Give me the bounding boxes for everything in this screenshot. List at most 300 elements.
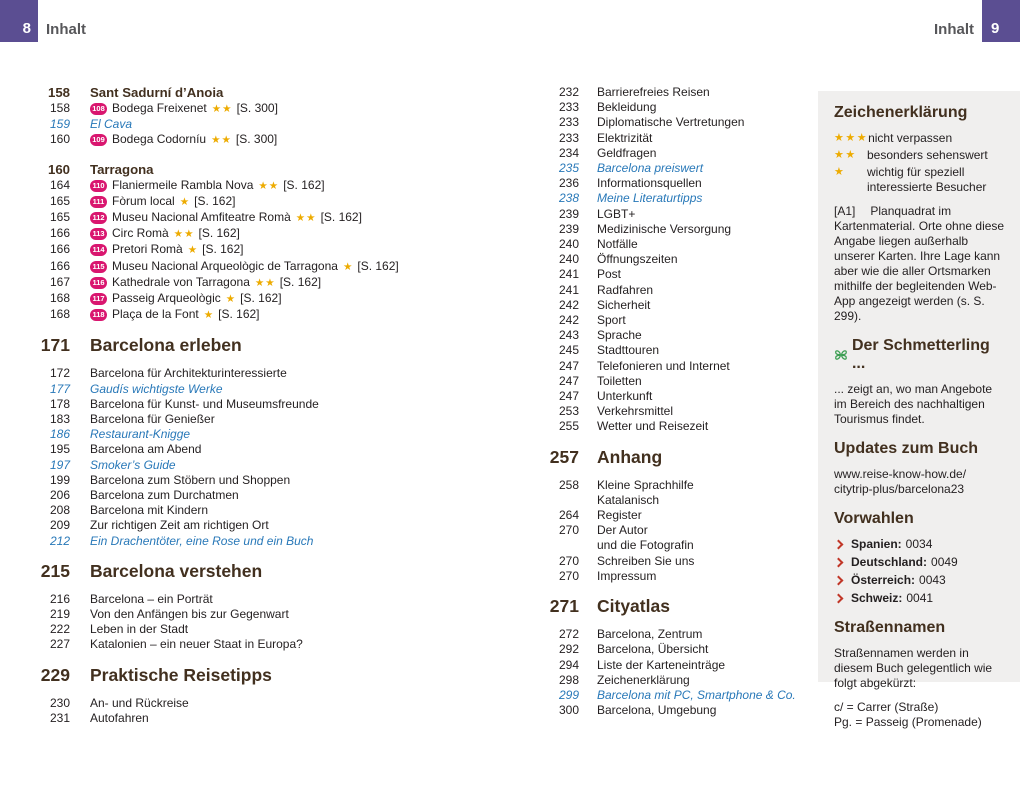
toc-entry-text: 109 Bodega Codorníu ★★ [S. 300] xyxy=(90,132,277,148)
toc-page-number: 233 xyxy=(558,100,579,115)
toc-entry xyxy=(545,131,825,146)
toc-poi-entry xyxy=(40,242,520,258)
toc-entry-text: Restaurant-Knigge xyxy=(90,427,191,442)
toc-page-number: 167 xyxy=(49,274,70,289)
updates-url xyxy=(834,467,1007,497)
toc-entry xyxy=(40,412,520,427)
dial-code-row xyxy=(834,537,1007,552)
toc-page-number: 178 xyxy=(49,396,70,411)
poi-number-badge: 117 xyxy=(90,293,107,305)
toc-page-number: 160 xyxy=(49,132,70,147)
poi-number-badge: 116 xyxy=(90,277,107,289)
toc-entry-text: 112 Museu Nacional Amfiteatre Romà ★★ [S. 162] xyxy=(90,210,362,226)
toc-page-number: 241 xyxy=(558,282,579,297)
toc-subheading xyxy=(40,162,520,178)
toc-entry-text: Sant Sadurní d’Anoia xyxy=(90,85,224,100)
toc-page-number: 208 xyxy=(49,503,70,518)
toc-entry-text: 114 Pretori Romà ★ [S. 162] xyxy=(90,242,243,258)
toc-entry xyxy=(545,267,825,282)
toc-entry xyxy=(545,389,825,404)
toc-entry-text: Ein Drachentöter, eine Rose und ein Buch xyxy=(90,533,314,548)
toc-page-number: 258 xyxy=(558,477,579,492)
page-tab-right xyxy=(982,0,1020,42)
header-title-left: Inhalt xyxy=(46,21,86,38)
toc-page-number: 160 xyxy=(47,161,70,177)
poi-number-badge: 115 xyxy=(90,261,107,273)
map-page-ref: [S. 162] xyxy=(279,274,322,289)
toc-entry-text: Barcelona – ein Porträt xyxy=(90,591,213,606)
vorwahlen-heading: Vorwahlen xyxy=(834,510,914,527)
toc-chapter-heading xyxy=(40,665,520,686)
updates-heading: Updates zum Buch xyxy=(834,440,979,457)
poi-number-badge: 114 xyxy=(90,244,107,256)
toc-entry xyxy=(545,298,825,313)
toc-entry-text: 110 Flaniermeile Rambla Nova ★★ [S. 162] xyxy=(90,178,325,194)
toc-page-number: 255 xyxy=(558,419,579,434)
toc-entry-text: 111 Fòrum local ★ [S. 162] xyxy=(90,194,235,210)
toc-page-number: 199 xyxy=(49,472,70,487)
toc-column-left xyxy=(40,85,520,726)
toc-page-number: 271 xyxy=(549,596,579,617)
updates-url-line1: www.reise-know-how.de/ xyxy=(834,467,967,481)
toc-page-number: 294 xyxy=(558,657,579,672)
dial-code-country: Deutschland: xyxy=(851,555,928,569)
toc-entry xyxy=(545,222,825,237)
star-rating: ★ xyxy=(187,244,199,257)
star-rating: ★★ xyxy=(254,276,276,289)
poi-number-badge: 111 xyxy=(90,196,107,208)
toc-entry xyxy=(545,283,825,298)
toc-entry-text: Diplomatische Vertretungen xyxy=(597,115,745,130)
toc-page-number: 231 xyxy=(49,710,70,725)
toc-page-number: 166 xyxy=(49,242,70,257)
header-title-right: Inhalt xyxy=(934,21,974,38)
toc-entry xyxy=(545,404,825,419)
star-rating: ★★ xyxy=(295,212,317,225)
toc-chapter-heading xyxy=(545,447,825,468)
toc-entry xyxy=(545,703,825,718)
toc-entry-text: Barcelona mit PC, Smartphone & Co. xyxy=(597,687,796,702)
toc-entry-text: Cityatlas xyxy=(597,596,670,617)
toc-poi-entry xyxy=(40,226,520,242)
toc-entry xyxy=(545,115,825,130)
toc-essay-entry xyxy=(545,688,825,703)
toc-entry-text: Verkehrsmittel xyxy=(597,404,674,419)
dial-code-row xyxy=(834,573,1007,588)
toc-page-number: 209 xyxy=(49,518,70,533)
page-number-right: 9 xyxy=(991,20,1000,37)
toc-entry xyxy=(545,328,825,343)
toc-entry-text: An- und Rückreise xyxy=(90,695,189,710)
map-page-ref: [S. 300] xyxy=(235,132,278,147)
abbr-carrer: c/ = Carrer (Straße) xyxy=(834,700,939,714)
grid-code: [A1] xyxy=(834,204,856,218)
toc-essay-entry xyxy=(40,534,520,549)
toc-entry-text: Öffnungszeiten xyxy=(597,252,678,267)
toc-entry xyxy=(40,622,520,637)
toc-page-number: 216 xyxy=(49,591,70,606)
toc-page-number: 215 xyxy=(40,560,70,581)
toc-page-number: 234 xyxy=(558,145,579,160)
toc-page-number: 253 xyxy=(558,404,579,419)
toc-poi-entry xyxy=(40,210,520,226)
toc-page-number: 195 xyxy=(49,442,70,457)
toc-entry xyxy=(545,176,825,191)
toc-entry-text: Autofahren xyxy=(90,710,149,725)
toc-entry-text: Bekleidung xyxy=(597,100,657,115)
toc-entry-text: Register xyxy=(597,508,642,523)
toc-essay-entry xyxy=(40,382,520,397)
toc-poi-entry xyxy=(40,194,520,210)
toc-page-number: 298 xyxy=(558,672,579,687)
toc-page-number: 219 xyxy=(49,607,70,622)
toc-page-number: 238 xyxy=(558,191,579,206)
toc-entry-text: Geldfragen xyxy=(597,145,657,160)
toc-page-number: 239 xyxy=(558,221,579,236)
toc-entry xyxy=(40,366,520,381)
toc-entry-text: Schreiben Sie uns xyxy=(597,553,695,568)
toc-entry-text: Impressum xyxy=(597,568,657,583)
dial-code-value: 0049 xyxy=(931,555,958,569)
toc-entry-text: Sicherheit xyxy=(597,297,651,312)
toc-entry-text: Leben in der Stadt xyxy=(90,622,189,637)
dial-code-value: 0043 xyxy=(919,573,946,587)
toc-page-number: 270 xyxy=(558,553,579,568)
toc-chapter-heading xyxy=(545,596,825,617)
toc-page-number: 165 xyxy=(49,210,70,225)
toc-entry-text: Barcelona, Übersicht xyxy=(597,642,709,657)
toc-entry-text: Smoker’s Guide xyxy=(90,457,176,472)
toc-entry xyxy=(545,673,825,688)
toc-entry xyxy=(545,207,825,222)
toc-entry-text: Sprache xyxy=(597,328,642,343)
toc-entry xyxy=(545,508,825,523)
toc-entry-text: Radfahren xyxy=(597,282,654,297)
toc-page-number: 197 xyxy=(49,457,70,472)
map-page-ref: [S. 162] xyxy=(198,226,240,241)
toc-entry-text: Barcelona, Zentrum xyxy=(597,627,703,642)
map-page-ref: [S. 162] xyxy=(194,193,236,208)
dial-code-country: Spanien: xyxy=(851,537,902,551)
toc-poi-entry xyxy=(40,291,520,307)
toc-page-number: 164 xyxy=(49,177,70,192)
toc-page-number: 270 xyxy=(558,568,579,583)
poi-number-badge: 118 xyxy=(90,309,107,321)
toc-page-number: 257 xyxy=(549,446,579,467)
toc-page-number: 177 xyxy=(49,381,70,396)
toc-entry xyxy=(40,518,520,533)
toc-page-number: 236 xyxy=(558,176,579,191)
toc-page-number: 159 xyxy=(49,117,70,132)
toc-entry-text: El Cava xyxy=(90,117,133,132)
toc-page-number: 264 xyxy=(558,508,579,523)
toc-entry xyxy=(545,569,825,584)
toc-entry xyxy=(40,711,520,726)
toc-page-number: 240 xyxy=(558,237,579,252)
toc-entry-text: Praktische Reisetipps xyxy=(90,664,272,685)
butterfly-icon xyxy=(834,348,848,362)
toc-entry-text: 118 Plaça de la Font ★ [S. 162] xyxy=(90,307,260,323)
toc-entry xyxy=(40,503,520,518)
toc-page-number: 299 xyxy=(558,687,579,702)
toc-essay-entry xyxy=(40,117,520,132)
toc-entry xyxy=(545,419,825,434)
toc-entry xyxy=(545,100,825,115)
toc-page-number: 272 xyxy=(558,627,579,642)
toc-entry-text: Barcelona für Architekturinteressierte xyxy=(90,366,287,381)
toc-entry-text: Barcelona preiswert xyxy=(597,161,704,176)
toc-entry xyxy=(545,359,825,374)
star-rating: ★ xyxy=(342,260,354,273)
toc-entry-text: Zeichenerklärung xyxy=(597,672,690,687)
toc-page-number: 243 xyxy=(558,328,579,343)
map-page-ref: [S. 300] xyxy=(236,101,278,115)
toc-entry-text: Telefonieren und Internet xyxy=(597,358,730,373)
toc-entry-text: Barcelona mit Kindern xyxy=(90,503,209,518)
legend-text: besonders sehenswert xyxy=(867,148,988,162)
toc-page-number: 165 xyxy=(49,193,70,208)
toc-page-number: 206 xyxy=(49,488,70,503)
toc-page-number: 168 xyxy=(49,307,70,322)
toc-page-number: 229 xyxy=(40,664,70,685)
toc-entry xyxy=(40,607,520,622)
toc-entry-text: Liste der Karteneinträge xyxy=(597,657,726,672)
toc-poi-entry xyxy=(40,307,520,323)
toc-entry-text: Informationsquellen xyxy=(597,176,702,191)
toc-entry-text: Barcelona zum Durchatmen xyxy=(90,488,239,503)
toc-essay-entry xyxy=(40,427,520,442)
toc-page-number: 172 xyxy=(49,366,70,381)
toc-entry-text: Tarragona xyxy=(90,161,154,177)
toc-page-number: 230 xyxy=(49,695,70,710)
toc-page-number: 292 xyxy=(558,642,579,657)
toc-entry-text: Der Autor und die Fotografin xyxy=(597,523,694,553)
toc-entry-text: Toiletten xyxy=(597,373,642,388)
toc-entry xyxy=(40,696,520,711)
map-page-ref: [S. 162] xyxy=(218,307,260,322)
toc-column-middle xyxy=(545,85,825,718)
toc-page-number: 158 xyxy=(49,101,70,115)
toc-page-number: 235 xyxy=(558,161,579,176)
toc-page-number: 242 xyxy=(558,313,579,328)
strassennamen-text: Straßennamen werden in diesem Buch gelegentlich wie folgt abgekürzt: xyxy=(834,646,993,690)
toc-entry xyxy=(40,397,520,412)
toc-poi-entry xyxy=(40,101,520,117)
poi-number-badge: 109 xyxy=(90,134,107,146)
toc-entry xyxy=(545,374,825,389)
toc-entry-text: Barrierefreies Reisen xyxy=(597,85,710,99)
toc-entry-text: Barcelona erleben xyxy=(90,335,242,356)
page-tab-left xyxy=(0,0,38,42)
toc-entry-text: 108 Bodega Freixenet ★★ [S. 300] xyxy=(90,101,278,117)
dial-code-row xyxy=(834,555,1007,570)
toc-page-number: 171 xyxy=(40,335,70,356)
dial-code-value: 0041 xyxy=(906,591,934,605)
star-rating: ★★ xyxy=(258,179,280,192)
chevron-right-icon xyxy=(834,558,844,568)
toc-entry-text: Barcelona, Umgebung xyxy=(597,703,717,718)
toc-entry xyxy=(40,592,520,607)
toc-entry-text: Meine Literaturtipps xyxy=(597,191,703,206)
dial-code-value: 0034 xyxy=(905,537,933,551)
toc-entry xyxy=(545,237,825,252)
butterfly-text: ... zeigt an, wo man Angebote im Bereich des nachhaltigen Tourismus findet. xyxy=(834,382,993,426)
toc-chapter-heading xyxy=(40,561,520,582)
toc-poi-entry xyxy=(40,132,520,148)
toc-page-number: 227 xyxy=(49,637,70,652)
toc-entry-text: Notfälle xyxy=(597,237,638,252)
toc-entry xyxy=(545,343,825,358)
star-rating: ★ xyxy=(834,166,846,178)
toc-entry xyxy=(545,146,825,161)
info-sidebar xyxy=(818,91,1020,729)
toc-entry xyxy=(40,637,520,652)
toc-subheading xyxy=(40,85,520,101)
star-rating: ★ xyxy=(225,293,237,306)
toc-entry-text: Anhang xyxy=(597,446,663,467)
toc-essay-entry xyxy=(40,458,520,473)
toc-page-number: 166 xyxy=(49,258,70,273)
toc-entry-text: Elektrizität xyxy=(597,130,653,145)
toc-page-number: 183 xyxy=(49,412,70,427)
dial-code-country: Österreich: xyxy=(851,573,916,587)
toc-page-number: 247 xyxy=(558,389,579,404)
poi-number-badge: 112 xyxy=(90,212,107,224)
toc-page-number: 168 xyxy=(49,291,70,306)
toc-entry xyxy=(545,554,825,569)
star-rating: ★★ xyxy=(834,149,857,161)
toc-entry-text: Kleine Sprachhilfe Katalanisch xyxy=(597,477,694,507)
map-page-ref: [S. 162] xyxy=(357,258,399,273)
toc-entry-text: LGBT+ xyxy=(597,206,636,221)
toc-page-number: 240 xyxy=(558,252,579,267)
toc-page-number: 239 xyxy=(558,206,579,221)
abbr-passeig: Pg. = Passeig (Promenade) xyxy=(834,715,982,729)
toc-entry-text: Barcelona verstehen xyxy=(90,560,263,581)
toc-entry-text: Unterkunft xyxy=(597,389,653,404)
toc-page-number: 233 xyxy=(558,115,579,130)
toc-page-number: 166 xyxy=(49,226,70,241)
chevron-right-icon xyxy=(834,594,844,604)
poi-number-badge: 113 xyxy=(90,228,107,240)
star-rating: ★ xyxy=(179,195,191,208)
toc-page-number: 245 xyxy=(558,343,579,358)
toc-entry-text: Zur richtigen Zeit am richtigen Ort xyxy=(90,518,269,533)
toc-entry-text: Barcelona zum Stöbern und Shoppen xyxy=(90,472,291,487)
street-abbreviations xyxy=(834,700,1007,730)
star-rating: ★★ xyxy=(211,134,232,147)
toc-entry-text: Sport xyxy=(597,313,626,328)
toc-page-number: 247 xyxy=(558,358,579,373)
poi-number-badge: 108 xyxy=(90,103,107,115)
toc-entry xyxy=(545,523,825,553)
dial-codes-list xyxy=(834,537,1007,606)
dial-code-row xyxy=(834,591,1007,606)
toc-poi-entry xyxy=(40,259,520,275)
toc-entry xyxy=(40,442,520,457)
toc-page-number: 300 xyxy=(558,703,579,718)
toc-entry-text: 113 Circ Romà ★★ [S. 162] xyxy=(90,226,240,242)
star-rating: ★ xyxy=(203,309,215,322)
toc-entry xyxy=(40,473,520,488)
toc-entry-text: 115 Museu Nacional Arqueològic de Tarragona ★ [S. 162] xyxy=(90,259,399,275)
legend-text: wichtig für speziell interessierte Besucher xyxy=(867,165,987,194)
toc-entry-text: Gaudís wichtigste Werke xyxy=(90,381,223,396)
toc-page-number: 232 xyxy=(558,85,579,99)
toc-entry xyxy=(545,252,825,267)
toc-entry-text: Barcelona für Kunst- und Museumsfreunde xyxy=(90,396,319,411)
toc-poi-entry xyxy=(40,178,520,194)
toc-page-number: 212 xyxy=(49,533,70,548)
toc-entry-text: Barcelona für Genießer xyxy=(90,412,215,427)
toc-page-number: 242 xyxy=(558,297,579,312)
toc-page-number: 247 xyxy=(558,373,579,388)
toc-entry xyxy=(545,627,825,642)
star-rating: ★★ xyxy=(211,103,233,115)
toc-entry-text: Post xyxy=(597,267,622,282)
chevron-right-icon xyxy=(834,576,844,586)
strassennamen-heading: Straßennamen xyxy=(834,619,946,636)
toc-page-number: 222 xyxy=(49,622,70,637)
toc-entry-text: Wetter und Reisezeit xyxy=(597,419,709,434)
map-page-ref: [S. 162] xyxy=(283,177,325,192)
toc-page-number: 186 xyxy=(49,427,70,442)
map-page-ref: [S. 162] xyxy=(240,291,282,306)
star-rating: ★★★ xyxy=(834,132,869,144)
legend-heading: Zeichenerklärung xyxy=(834,104,968,121)
map-page-ref: [S. 162] xyxy=(202,242,244,257)
toc-entry xyxy=(545,478,825,508)
star-rating: ★★ xyxy=(173,228,195,241)
toc-entry xyxy=(545,313,825,328)
chevron-right-icon xyxy=(834,540,844,550)
grid-reference-note xyxy=(834,204,1007,324)
toc-entry xyxy=(545,85,825,100)
toc-page-number: 241 xyxy=(558,267,579,282)
toc-entry-text: Medizinische Versorgung xyxy=(597,221,732,236)
toc-page-number: 270 xyxy=(558,523,579,538)
star-legend xyxy=(834,131,1007,195)
toc-entry-text: Katalonien – ein neuer Staat in Europa? xyxy=(90,637,303,652)
toc-page-number: 233 xyxy=(558,130,579,145)
toc-entry-text: Stadttouren xyxy=(597,343,660,358)
toc-entry xyxy=(545,642,825,657)
legend-row xyxy=(834,148,1007,163)
toc-chapter-heading xyxy=(40,335,520,356)
toc-essay-entry xyxy=(545,161,825,176)
toc-entry-text: Barcelona am Abend xyxy=(90,442,202,457)
legend-text: nicht verpassen xyxy=(868,131,953,145)
grid-note-text: Planquadrat im Kartenmaterial. Orte ohne diese Angabe liegen außerhalb unserer Karten. Ihre Lage kann aber wie die aller Ortsmarken mithilfe der begleitenden Web-App angezeigt werden (s. S. 299). xyxy=(834,204,1005,323)
toc-entry-text: 117 Passeig Arqueològic ★ [S. 162] xyxy=(90,291,282,307)
legend-row xyxy=(834,131,1007,146)
poi-number-badge: 110 xyxy=(90,180,107,192)
toc-page-number: 158 xyxy=(47,85,70,100)
toc-poi-entry xyxy=(40,275,520,291)
toc-essay-entry xyxy=(545,191,825,206)
updates-url-line2: citytrip-plus/barcelona23 xyxy=(834,482,965,496)
legend-row xyxy=(834,165,1007,195)
toc-entry-text: Von den Anfängen bis zur Gegenwart xyxy=(90,607,289,622)
toc-entry-text: 116 Kathedrale von Tarragona ★★ [S. 162] xyxy=(90,275,321,291)
butterfly-heading-text: Der Schmetterling ... xyxy=(851,337,990,372)
butterfly-heading xyxy=(834,337,1007,373)
map-page-ref: [S. 162] xyxy=(320,210,362,225)
dial-code-country: Schweiz: xyxy=(851,591,903,605)
toc-entry xyxy=(545,658,825,673)
page-number-left: 8 xyxy=(22,20,31,37)
toc-entry xyxy=(40,488,520,503)
